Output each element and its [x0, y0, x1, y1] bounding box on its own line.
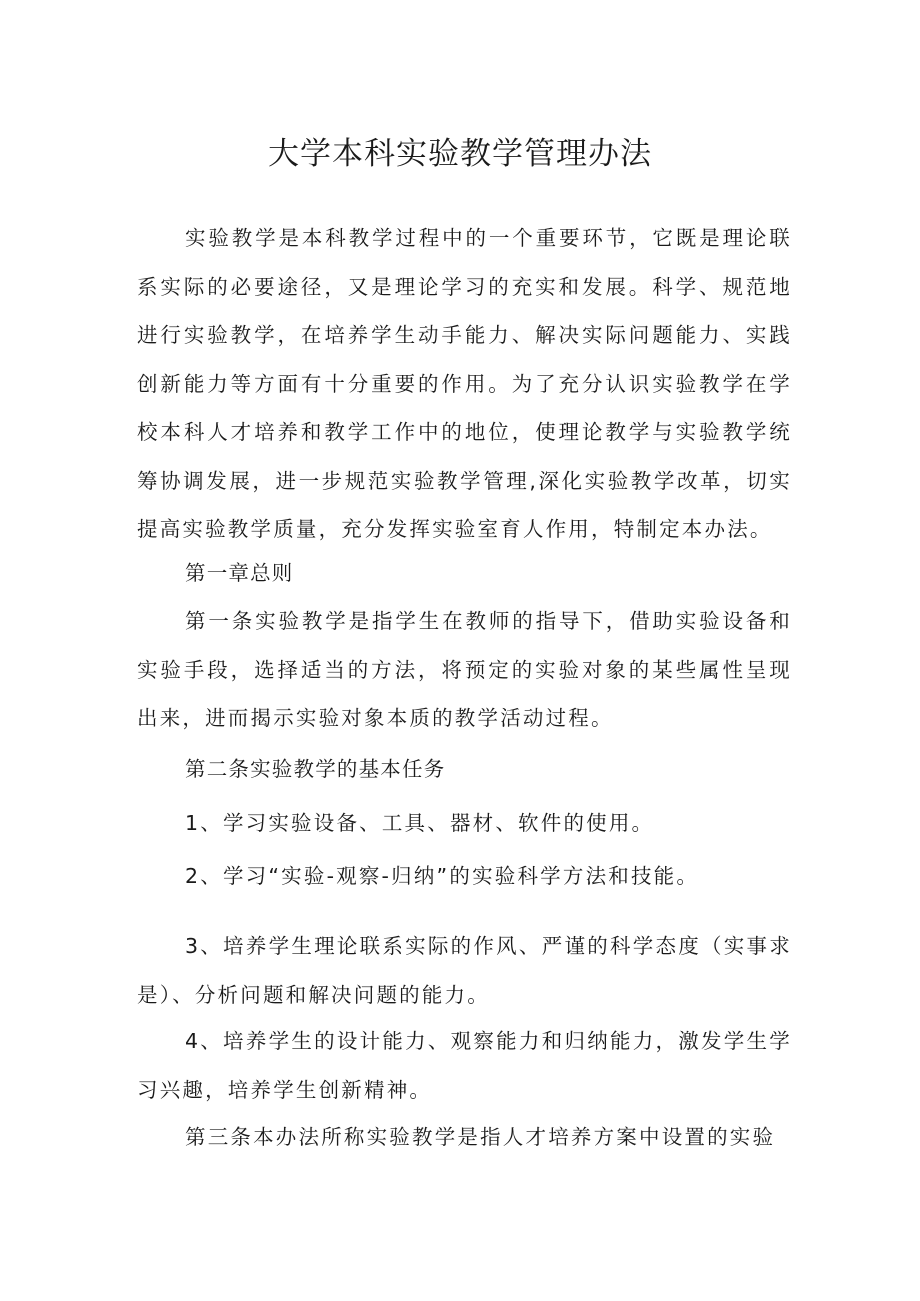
document-title: 大学本科实验教学管理办法 [268, 136, 652, 172]
task-item-2: 2、学习“实验-观察-归纳”的实验科学方法和技能。 [185, 864, 700, 888]
chapter-1-heading: 第一章总则 [185, 561, 294, 585]
task-item-3: 3、培养学生理论联系实际的作风、严谨的科学态度（实事求是）、分析问题和解决问题的能力。 [137, 934, 792, 1007]
intro-paragraph: 实验教学是本科教学过程中的一个重要环节，它既是理论联系实际的必要途径，又是理论学习的充实和发展。科学、规范地进行实验教学，在培养学生动手能力、解决实际问题能力、实践创新能力等方面有十分重要的作用。为了充分认识实验教学在学校本科人才培养和教学工作中的地位，使理论教学与实验教学统筹协调发展，进一步规范实验教学管理,深化实验教学改革，切实提高实验教学质量，充分发挥实验室育人作用，特制定本办法。 [137, 226, 792, 541]
article-1-paragraph: 第一条实验教学是指学生在教师的指导下，借助实验设备和实验手段，选择适当的方法，将预定的实验对象的某些属性呈现出来，进而揭示实验对象本质的教学活动过程。 [137, 609, 792, 730]
task-item-1: 1、学习实验设备、工具、器材、软件的使用。 [185, 811, 655, 835]
task-item-4: 4、培养学生的设计能力、观察能力和归纳能力，激发学生学习兴趣，培养学生创新精神。 [137, 1029, 792, 1102]
article-2-heading: 第二条实验教学的基本任务 [185, 757, 446, 781]
article-3-paragraph: 第三条本办法所称实验教学是指人才培养方案中设置的实验 [185, 1125, 776, 1149]
